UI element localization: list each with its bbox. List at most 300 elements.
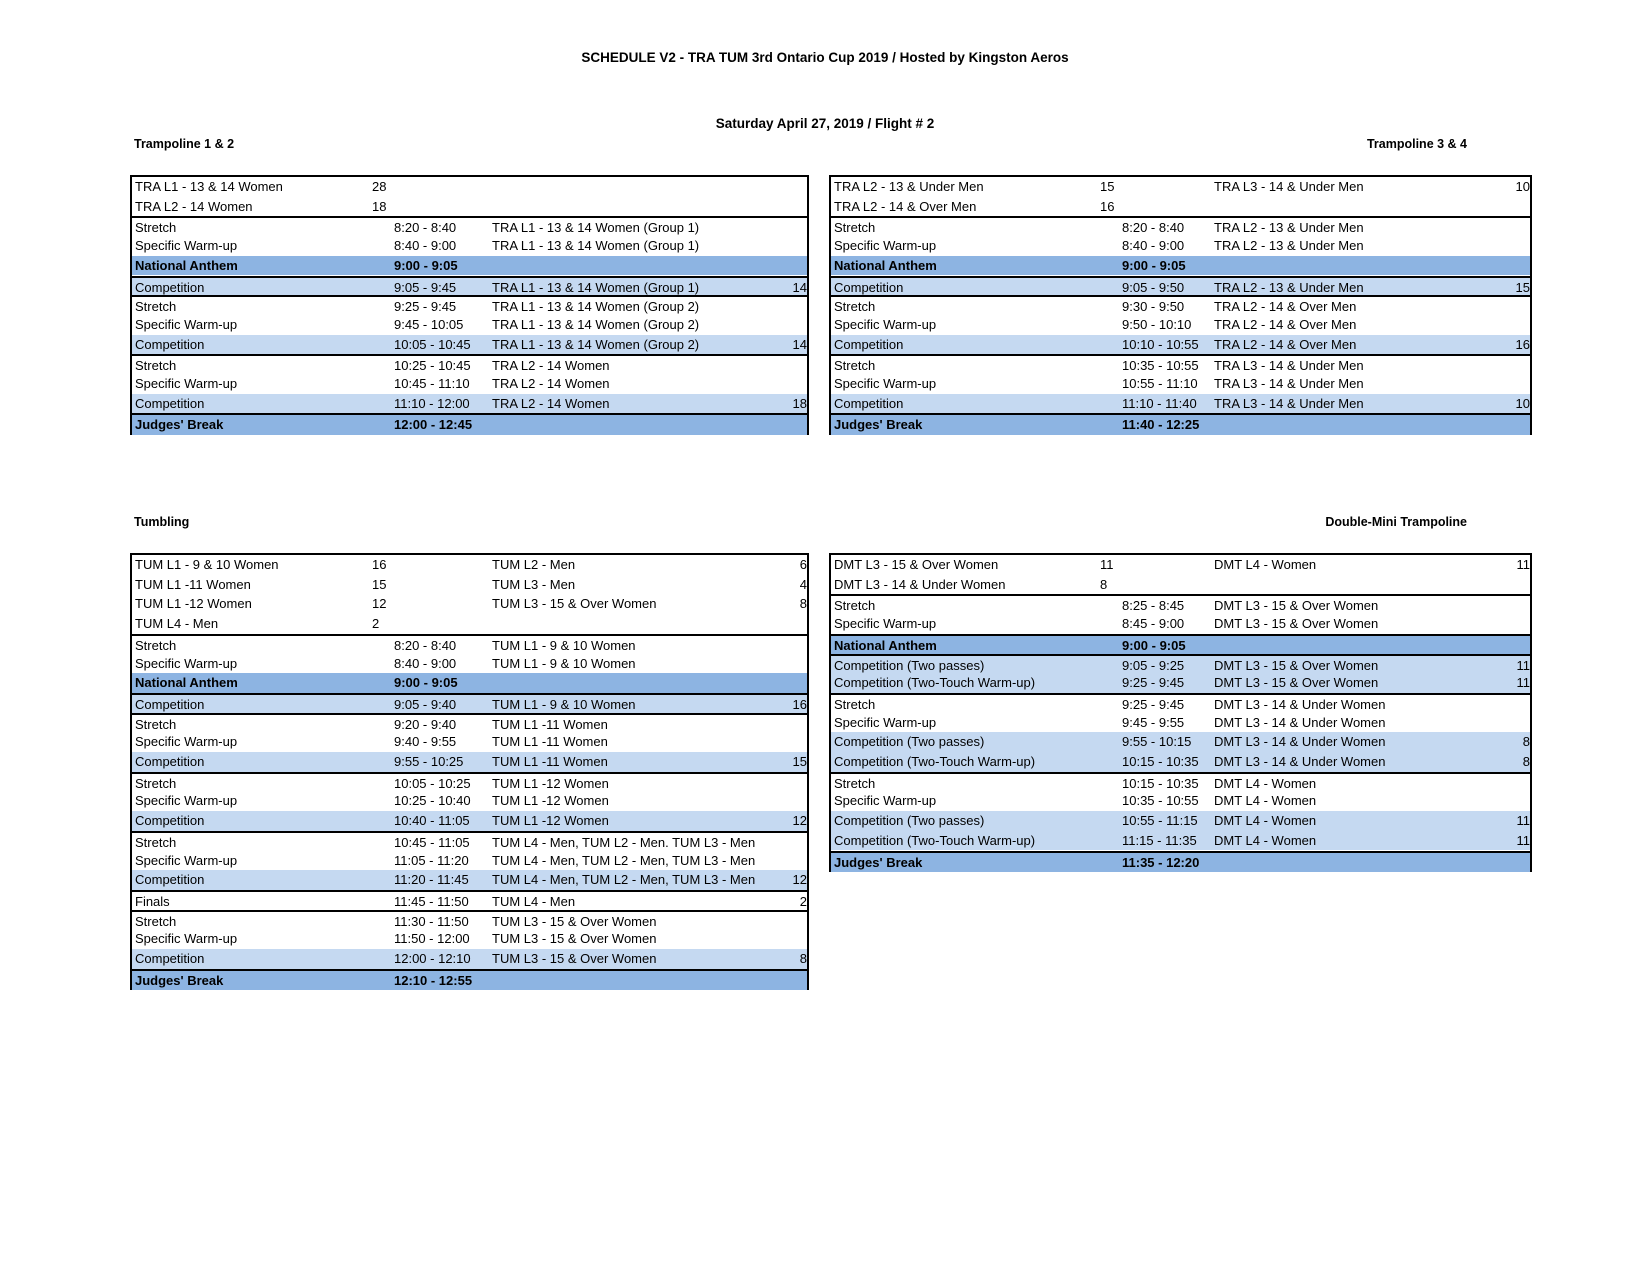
athlete-count-cell: 16 (792, 696, 807, 712)
athlete-count-cell (775, 654, 807, 674)
time-cell: 11:35 - 12:20 (1122, 854, 1200, 870)
count-cell: 15 (372, 576, 387, 592)
athlete-count-cell (1498, 315, 1530, 335)
group-cell: TRA L1 - 13 & 14 Women (Group 2) (492, 316, 700, 332)
activity-cell: Stretch (135, 834, 177, 850)
athlete-count-cell: 2 (799, 893, 807, 909)
time-cell: 9:45 - 9:55 (1122, 714, 1185, 730)
schedule-row (132, 772, 807, 794)
activity-cell: Judges' Break (135, 972, 224, 988)
group-cell: TRA L1 - 13 & 14 Women (Group 1) (492, 220, 700, 236)
group-cell: DMT L4 - Women (1214, 775, 1317, 791)
schedule-row (831, 713, 1530, 733)
group-cell: TUM L4 - Men (492, 893, 576, 909)
schedule-row (132, 634, 807, 656)
time-cell: 8:20 - 8:40 (394, 637, 457, 653)
athlete-count-cell (1498, 853, 1530, 873)
group-cell: DMT L4 - Women (1214, 813, 1317, 829)
time-cell: 10:05 - 10:25 (394, 775, 471, 791)
time-cell: 10:25 - 10:40 (394, 793, 471, 809)
group-cell: TUM L3 - 15 & Over Women (492, 596, 657, 612)
time-cell: 9:55 - 10:15 (1122, 734, 1192, 750)
time-cell: 11:20 - 11:45 (394, 872, 469, 888)
schedule-row (831, 614, 1530, 634)
schedule-row (831, 791, 1530, 811)
activity-cell: Judges' Break (834, 417, 923, 433)
time-cell: 12:00 - 12:45 (394, 417, 473, 433)
activity-cell: Specific Warm-up (135, 734, 238, 750)
group-cell: DMT L3 - 14 & Under Women (1214, 754, 1386, 769)
schedule-row (831, 634, 1530, 656)
schedule-row (831, 772, 1530, 794)
group-cell: DMT L3 - 14 & Under Women (1214, 714, 1386, 730)
count-cell: 12 (372, 596, 387, 612)
time-cell: 9:25 - 9:45 (394, 299, 457, 315)
activity-cell: Specific Warm-up (135, 655, 238, 671)
time-cell: 10:05 - 10:45 (394, 336, 471, 352)
athlete-count-cell (1498, 197, 1530, 217)
group-cell: TUM L3 - Men (492, 576, 576, 592)
athlete-count-cell: 11 (1516, 675, 1530, 691)
time-cell: 9:05 - 9:25 (1122, 657, 1185, 673)
schedule-row (831, 594, 1530, 616)
schedule-row (132, 236, 807, 256)
activity-cell: Competition (135, 951, 205, 966)
schedule-table-tumbling (130, 553, 809, 990)
activity-cell: Specific Warm-up (135, 238, 238, 254)
athlete-count-cell (775, 415, 807, 435)
schedule-row (831, 197, 1530, 217)
schedule-row (831, 831, 1530, 851)
schedule-row (831, 236, 1530, 256)
group-cell: TUM L1 - 9 & 10 Women (492, 637, 636, 653)
time-cell: 8:40 - 9:00 (1122, 238, 1185, 254)
athlete-count-cell (775, 732, 807, 752)
schedule-row (132, 831, 807, 853)
group-cell: TRA L1 - 13 & 14 Women (Group 2) (492, 336, 700, 352)
athlete-count-cell: 11 (1516, 832, 1530, 848)
activity-cell: Competition (Two passes) (834, 813, 985, 829)
schedule-row (831, 673, 1530, 693)
time-cell: 8:25 - 8:45 (1122, 598, 1185, 614)
athlete-count-cell (1498, 374, 1530, 394)
schedule-row (831, 555, 1530, 575)
athlete-count-cell (1498, 791, 1530, 811)
schedule-row (132, 713, 807, 735)
activity-cell: Finals (135, 893, 170, 909)
athlete-count-cell (775, 177, 807, 197)
schedule-row (831, 335, 1530, 355)
time-cell: 11:30 - 11:50 (394, 913, 469, 929)
activity-cell: Stretch (135, 637, 177, 653)
time-cell: 11:40 - 12:25 (1122, 417, 1200, 433)
athlete-count-cell (1498, 713, 1530, 733)
count-cell: 16 (372, 557, 387, 572)
group-cell: TUM L1 -12 Women (492, 813, 609, 829)
schedule-table-trampoline-3-4 (829, 175, 1532, 435)
activity-cell: Specific Warm-up (834, 616, 937, 632)
time-cell: 9:05 - 9:45 (394, 279, 457, 295)
schedule-row (831, 177, 1530, 197)
athlete-count-cell: 11 (1516, 657, 1530, 673)
time-cell: 9:00 - 9:05 (394, 675, 458, 691)
activity-cell: Specific Warm-up (135, 376, 238, 391)
time-cell: 11:05 - 11:20 (394, 852, 469, 868)
athlete-count-cell (775, 315, 807, 335)
group-cell: TUM L1 -11 Women (492, 716, 608, 732)
athlete-count-cell: 16 (1515, 336, 1530, 352)
activity-cell: Competition (Two passes) (834, 734, 985, 750)
time-cell: 10:10 - 10:55 (1122, 336, 1199, 352)
count-cell: 15 (1100, 179, 1115, 194)
activity-cell: Stretch (834, 598, 876, 614)
time-cell: 9:00 - 9:05 (1122, 637, 1186, 653)
group-cell: TRA L1 - 13 & 14 Women (Group 2) (492, 299, 700, 315)
schedule-row (132, 394, 807, 414)
time-cell: 8:40 - 9:00 (394, 238, 457, 254)
time-cell: 9:25 - 9:45 (1122, 696, 1185, 712)
athlete-count-cell (1498, 575, 1530, 595)
group-cell: DMT L3 - 15 & Over Women (1214, 675, 1379, 691)
schedule-row (132, 654, 807, 674)
schedule-row (831, 374, 1530, 394)
activity-cell: DMT L3 - 15 & Over Women (834, 557, 999, 572)
group-cell: TUM L1 -12 Women (492, 793, 609, 809)
time-cell: 10:55 - 11:15 (1122, 813, 1198, 829)
schedule-row (831, 851, 1530, 873)
activity-cell: Judges' Break (834, 854, 923, 870)
activity-cell: Competition (Two-Touch Warm-up) (834, 832, 1036, 848)
athlete-count-cell: 11 (1516, 557, 1530, 572)
time-cell: 10:55 - 11:10 (1122, 376, 1198, 391)
schedule-row (132, 791, 807, 811)
schedule-row (132, 295, 807, 317)
schedule-row (132, 929, 807, 949)
group-cell: TRA L2 - 14 Women (492, 358, 610, 374)
activity-cell: Specific Warm-up (135, 931, 238, 947)
group-cell: TRA L2 - 14 Women (492, 376, 610, 391)
group-cell: TRA L1 - 13 & 14 Women (Group 1) (492, 279, 700, 295)
schedule-row (132, 752, 807, 772)
athlete-count-cell: 8 (799, 951, 807, 966)
activity-cell: Competition (Two-Touch Warm-up) (834, 754, 1036, 769)
schedule-row (132, 335, 807, 355)
group-cell: TRA L2 - 14 & Over Men (1214, 299, 1357, 315)
group-cell: TUM L3 - 15 & Over Women (492, 913, 657, 929)
group-cell: TRA L2 - 14 Women (492, 395, 610, 411)
time-cell: 9:20 - 9:40 (394, 716, 457, 732)
athlete-count-cell (775, 256, 807, 276)
count-cell: 18 (372, 198, 387, 214)
athlete-count-cell: 12 (792, 872, 807, 888)
group-cell: TUM L1 -11 Women (492, 754, 608, 769)
count-cell: 8 (1100, 576, 1108, 592)
time-cell: 11:15 - 11:35 (1122, 832, 1197, 848)
time-cell: 10:35 - 10:55 (1122, 358, 1199, 374)
athlete-count-cell: 4 (799, 576, 807, 592)
activity-cell: TRA L2 - 14 Women (135, 198, 253, 214)
activity-cell: TRA L1 - 13 & 14 Women (135, 179, 283, 194)
group-cell: TRA L2 - 14 & Over Men (1214, 316, 1357, 332)
time-cell: 9:50 - 10:10 (1122, 316, 1192, 332)
section-label-trampoline-1-2: Trampoline 1 & 2 (134, 137, 235, 151)
schedule-row (831, 811, 1530, 831)
activity-cell: Specific Warm-up (834, 714, 937, 730)
schedule-row (132, 870, 807, 890)
activity-cell: Specific Warm-up (834, 376, 937, 391)
activity-cell: TUM L4 - Men (135, 616, 219, 632)
schedule-row (132, 354, 807, 376)
athlete-count-cell (775, 673, 807, 693)
activity-cell: National Anthem (135, 675, 238, 691)
activity-cell: National Anthem (834, 637, 937, 653)
section-label-tumbling: Tumbling (134, 515, 190, 529)
group-cell: TRA L3 - 14 & Under Men (1214, 358, 1364, 374)
activity-cell: Specific Warm-up (135, 852, 238, 868)
activity-cell: TUM L1 -12 Women (135, 596, 252, 612)
athlete-count-cell: 15 (792, 754, 807, 769)
schedule-table-trampoline-1-2 (130, 175, 809, 435)
athlete-count-cell (775, 929, 807, 949)
schedule-row (831, 654, 1530, 676)
time-cell: 9:00 - 9:05 (394, 257, 458, 273)
group-cell: TRA L3 - 14 & Under Men (1214, 395, 1364, 411)
schedule-row (831, 752, 1530, 772)
activity-cell: Competition (Two passes) (834, 657, 985, 673)
activity-cell: Stretch (135, 913, 177, 929)
schedule-table-double-mini (829, 553, 1532, 872)
athlete-count-cell (775, 236, 807, 256)
schedule-row (831, 575, 1530, 595)
group-cell: TRA L3 - 14 & Under Men (1214, 179, 1364, 194)
group-cell: TUM L2 - Men (492, 557, 576, 572)
athlete-count-cell: 11 (1516, 813, 1530, 829)
schedule-row (132, 890, 807, 912)
schedule-row (132, 910, 807, 932)
activity-cell: Stretch (834, 220, 876, 236)
group-cell: TRA L2 - 13 & Under Men (1214, 238, 1364, 254)
activity-cell: Stretch (834, 358, 876, 374)
athlete-count-cell (1498, 614, 1530, 634)
schedule-row (132, 673, 807, 693)
athlete-count-cell (1498, 236, 1530, 256)
group-cell: TRA L2 - 13 & Under Men (1214, 279, 1364, 295)
activity-cell: Competition (135, 813, 205, 829)
group-cell: TUM L4 - Men, TUM L2 - Men, TUM L3 - Men (492, 872, 756, 888)
athlete-count-cell (1498, 415, 1530, 435)
time-cell: 11:50 - 12:00 (394, 931, 470, 947)
time-cell: 9:45 - 10:05 (394, 316, 464, 332)
activity-cell: Specific Warm-up (834, 316, 937, 332)
schedule-row (132, 177, 807, 197)
activity-cell: Stretch (135, 220, 177, 236)
athlete-count-cell: 8 (1522, 734, 1530, 750)
athlete-count-cell: 18 (792, 395, 807, 411)
activity-cell: Competition (135, 395, 205, 411)
activity-cell: Stretch (834, 696, 876, 712)
schedule-row (132, 811, 807, 831)
time-cell: 10:35 - 10:55 (1122, 793, 1199, 809)
group-cell: TRA L1 - 13 & 14 Women (Group 1) (492, 238, 700, 254)
schedule-row (831, 216, 1530, 238)
time-cell: 9:25 - 9:45 (1122, 675, 1185, 691)
schedule-row (132, 315, 807, 335)
schedule-row (132, 276, 807, 298)
activity-cell: Stretch (834, 775, 876, 791)
athlete-count-cell (775, 851, 807, 871)
athlete-count-cell: 8 (1522, 754, 1530, 769)
activity-cell: Competition (834, 336, 904, 352)
time-cell: 9:05 - 9:50 (1122, 279, 1185, 295)
time-cell: 8:45 - 9:00 (1122, 616, 1185, 632)
group-cell: TRA L2 - 13 & Under Men (1214, 220, 1364, 236)
schedule-row (132, 693, 807, 715)
athlete-count-cell (775, 197, 807, 217)
group-cell: DMT L4 - Women (1214, 832, 1317, 848)
group-cell: DMT L3 - 15 & Over Women (1214, 598, 1379, 614)
activity-cell: Judges' Break (135, 417, 224, 433)
group-cell: TUM L1 -12 Women (492, 775, 609, 791)
schedule-row (831, 413, 1530, 435)
schedule-row (132, 216, 807, 238)
activity-cell: Stretch (834, 299, 876, 315)
time-cell: 9:05 - 9:40 (394, 696, 457, 712)
athlete-count-cell: 12 (792, 813, 807, 829)
activity-cell: Stretch (135, 775, 177, 791)
group-cell: DMT L3 - 14 & Under Women (1214, 696, 1386, 712)
athlete-count-cell: 15 (1515, 279, 1530, 295)
time-cell: 10:45 - 11:10 (394, 376, 470, 391)
time-cell: 10:15 - 10:35 (1122, 775, 1199, 791)
time-cell: 9:55 - 10:25 (394, 754, 464, 769)
schedule-row (831, 315, 1530, 335)
document-title: SCHEDULE V2 - TRA TUM 3rd Ontario Cup 2019 / Hosted by Kingston Aeros (581, 50, 1069, 65)
time-cell: 12:10 - 12:55 (394, 972, 473, 988)
time-cell: 8:20 - 8:40 (1122, 220, 1185, 236)
time-cell: 9:00 - 9:05 (1122, 257, 1186, 273)
activity-cell: TUM L1 -11 Women (135, 576, 251, 592)
activity-cell: National Anthem (834, 257, 937, 273)
time-cell: 11:45 - 11:50 (394, 893, 469, 909)
athlete-count-cell (775, 971, 807, 991)
activity-cell: TUM L1 - 9 & 10 Women (135, 557, 279, 572)
time-cell: 8:40 - 9:00 (394, 655, 457, 671)
schedule-row (831, 394, 1530, 414)
athlete-count-cell: 10 (1515, 179, 1530, 194)
schedule-row (132, 594, 807, 614)
group-cell: TUM L1 -11 Women (492, 734, 608, 750)
group-cell: DMT L4 - Women (1214, 557, 1317, 572)
schedule-row (831, 354, 1530, 376)
schedule-row (831, 276, 1530, 298)
time-cell: 11:10 - 11:40 (1122, 395, 1197, 411)
activity-cell: TRA L2 - 14 & Over Men (834, 198, 977, 214)
count-cell: 11 (1100, 557, 1114, 572)
time-cell: 8:20 - 8:40 (394, 220, 457, 236)
athlete-count-cell (775, 791, 807, 811)
group-cell: TUM L1 - 9 & 10 Women (492, 696, 636, 712)
schedule-row (831, 732, 1530, 752)
group-cell: TUM L4 - Men, TUM L2 - Men. TUM L3 - Men (492, 834, 756, 850)
athlete-count-cell: 10 (1515, 395, 1530, 411)
activity-cell: Competition (Two-Touch Warm-up) (834, 675, 1036, 691)
activity-cell: Competition (135, 872, 205, 888)
activity-cell: Competition (135, 754, 205, 769)
athlete-count-cell: 8 (799, 596, 807, 612)
schedule-row (132, 575, 807, 595)
activity-cell: Competition (834, 279, 904, 295)
schedule-row (132, 969, 807, 991)
time-cell: 10:40 - 11:05 (394, 813, 470, 829)
activity-cell: Competition (135, 696, 205, 712)
schedule-row (132, 614, 807, 634)
schedule-row (132, 197, 807, 217)
schedule-row (831, 256, 1530, 276)
athlete-count-cell (775, 614, 807, 634)
activity-cell: TRA L2 - 13 & Under Men (834, 179, 984, 194)
activity-cell: Specific Warm-up (135, 793, 238, 809)
section-label-double-mini: Double-Mini Trampoline (1325, 515, 1467, 529)
time-cell: 12:00 - 12:10 (394, 951, 471, 966)
athlete-count-cell (775, 374, 807, 394)
group-cell: TUM L4 - Men, TUM L2 - Men, TUM L3 - Men (492, 852, 756, 868)
group-cell: TUM L3 - 15 & Over Women (492, 951, 657, 966)
activity-cell: National Anthem (135, 257, 238, 273)
activity-cell: Competition (135, 336, 205, 352)
activity-cell: Stretch (135, 716, 177, 732)
time-cell: 10:25 - 10:45 (394, 358, 471, 374)
group-cell: DMT L4 - Women (1214, 793, 1317, 809)
athlete-count-cell: 14 (792, 279, 807, 295)
time-cell: 10:15 - 10:35 (1122, 754, 1199, 769)
count-cell: 16 (1100, 198, 1115, 214)
schedule-row (132, 949, 807, 969)
activity-cell: Specific Warm-up (834, 238, 937, 254)
schedule-date-flight: Saturday April 27, 2019 / Flight # 2 (715, 116, 935, 131)
schedule-row (831, 295, 1530, 317)
activity-cell: Competition (834, 395, 904, 411)
activity-cell: Specific Warm-up (135, 316, 238, 332)
group-cell: TRA L3 - 14 & Under Men (1214, 376, 1364, 391)
activity-cell: Specific Warm-up (834, 793, 937, 809)
time-cell: 9:40 - 9:55 (394, 734, 457, 750)
schedule-row (132, 851, 807, 871)
activity-cell: Stretch (135, 358, 177, 374)
group-cell: TUM L3 - 15 & Over Women (492, 931, 657, 947)
time-cell: 10:45 - 11:05 (394, 834, 470, 850)
athlete-count-cell: 6 (799, 557, 807, 572)
activity-cell: Competition (135, 279, 205, 295)
schedule-row (132, 374, 807, 394)
schedule-row (132, 256, 807, 276)
schedule-row (132, 555, 807, 575)
group-cell: DMT L3 - 14 & Under Women (1214, 734, 1386, 750)
athlete-count-cell: 14 (792, 336, 807, 352)
schedule-row (831, 693, 1530, 715)
group-cell: TUM L1 - 9 & 10 Women (492, 655, 636, 671)
section-label-trampoline-3-4: Trampoline 3 & 4 (1366, 137, 1467, 151)
time-cell: 11:10 - 12:00 (394, 395, 470, 411)
group-cell: DMT L3 - 15 & Over Women (1214, 657, 1379, 673)
time-cell: 9:30 - 9:50 (1122, 299, 1185, 315)
group-cell: DMT L3 - 15 & Over Women (1214, 616, 1379, 632)
activity-cell: Stretch (135, 299, 177, 315)
schedule-row (132, 732, 807, 752)
activity-cell: DMT L3 - 14 & Under Women (834, 576, 1006, 592)
count-cell: 28 (372, 179, 387, 194)
athlete-count-cell (1498, 256, 1530, 276)
count-cell: 2 (372, 616, 380, 632)
